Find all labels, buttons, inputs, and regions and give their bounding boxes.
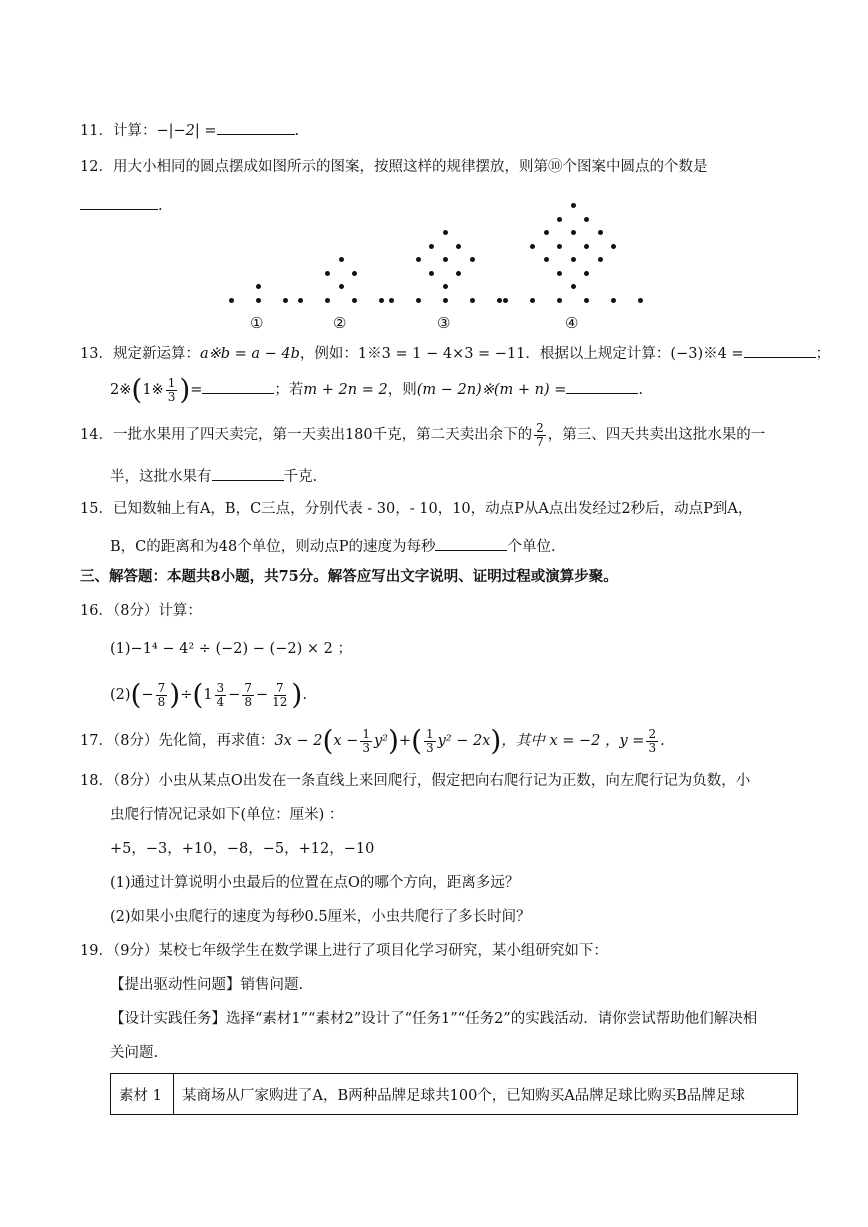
q17-paren-l2: ( bbox=[411, 724, 422, 757]
pattern-2-dot bbox=[352, 298, 357, 303]
q16-p2-paren-r1: ) bbox=[169, 678, 181, 711]
q17-e6: ，其中 x = −2 ， bbox=[501, 733, 620, 749]
q16-p2-minus3: − bbox=[255, 687, 269, 703]
pattern-4-dot bbox=[584, 271, 589, 276]
pattern-3-dot bbox=[429, 271, 434, 276]
q15-number: 15． bbox=[80, 501, 113, 517]
pattern-4-dot bbox=[611, 298, 616, 303]
pattern-2-dot bbox=[352, 271, 357, 276]
pattern-3-dot bbox=[443, 230, 448, 235]
q14-number: 14． bbox=[80, 427, 113, 443]
question-17 bbox=[80, 722, 665, 760]
q13-paren-left: ( bbox=[131, 373, 143, 406]
q13-expr2-c: = bbox=[190, 382, 203, 398]
question-14-line-1 bbox=[80, 418, 765, 452]
q11-end: . bbox=[294, 123, 300, 139]
pattern-4-dot bbox=[638, 298, 643, 303]
question-14-line-2 bbox=[110, 466, 317, 485]
q13-number: 13． bbox=[80, 346, 113, 362]
q18-part-1 bbox=[110, 876, 519, 891]
q13-expr3: (m − 2n)※(m + n) = bbox=[416, 382, 567, 398]
q16-frac1-num: 7 bbox=[157, 680, 166, 695]
pattern-2-dot bbox=[339, 257, 344, 262]
pattern-4-dot bbox=[584, 298, 589, 303]
q13-frac-den: 3 bbox=[167, 389, 176, 404]
pattern-3-dot bbox=[456, 271, 461, 276]
q14-fraction bbox=[534, 422, 546, 448]
q16-p2-div: ÷ bbox=[180, 687, 193, 703]
q13-expr2-b: 1※ bbox=[142, 382, 164, 398]
pattern-1-dot bbox=[229, 298, 234, 303]
q16-frac2-num: 3 bbox=[216, 680, 225, 695]
q13-blank-3 bbox=[566, 379, 638, 394]
pattern-4-dot bbox=[584, 217, 589, 222]
q17-e2: x − bbox=[333, 733, 359, 749]
q17-e5: y² − 2x bbox=[437, 733, 491, 749]
q16-frac4-num: 7 bbox=[275, 680, 284, 695]
material-table-row bbox=[111, 1074, 798, 1115]
q18-data bbox=[110, 842, 374, 857]
question-18-line-1 bbox=[80, 774, 750, 789]
pattern-3-dot bbox=[456, 244, 461, 249]
q11-text: 计算： bbox=[112, 123, 157, 139]
pattern-4-dot bbox=[544, 257, 549, 262]
q19-line-2 bbox=[110, 978, 303, 993]
pattern-4-dot bbox=[571, 284, 576, 289]
q16-p2-paren-l2: ( bbox=[192, 678, 204, 711]
q16-p2-label: (2) bbox=[110, 687, 131, 703]
q17-frac1 bbox=[360, 728, 372, 754]
q13-semicolon: ； bbox=[815, 346, 831, 362]
q13-expr1: (−3)※4 = bbox=[670, 346, 744, 362]
pattern-3-dot bbox=[443, 284, 448, 289]
q16-number: 16． bbox=[80, 603, 113, 619]
q13-text4: ；若 bbox=[274, 382, 304, 398]
q16-p2-paren-r2: ) bbox=[291, 678, 303, 711]
q16-p1: (1)−1⁴ − 4² ÷ (−2) − (−2) × 2 ； bbox=[110, 641, 352, 657]
pattern-4-dot bbox=[584, 244, 589, 249]
q13-blank-2 bbox=[202, 379, 274, 394]
q15-line1: 已知数轴上有A，B，C三点，分别代表 - 30，- 10，10，动点P从A点出发经过2秒后，动点P到A， bbox=[112, 501, 753, 517]
q16-part-2 bbox=[110, 676, 307, 714]
q12-text: 用大小相同的圆点摆成如图所示的图案，按照这样的规律摆放，则第⑩个图案中圆点的个数是 bbox=[112, 159, 708, 175]
q17-frac2-num: 1 bbox=[426, 726, 434, 741]
q17-paren-l1: ( bbox=[322, 724, 334, 757]
q16-p2-minus: − bbox=[141, 687, 154, 703]
section-3-heading bbox=[80, 570, 618, 585]
question-15-line-2 bbox=[110, 536, 556, 555]
q12-end: . bbox=[158, 198, 163, 214]
q16-text: （8分）计算： bbox=[112, 603, 202, 619]
q16-p2-frac4 bbox=[270, 682, 289, 708]
q19-line-4 bbox=[110, 1046, 158, 1061]
pattern-2-dot bbox=[298, 298, 303, 303]
q16-frac4-den: 12 bbox=[272, 694, 288, 709]
q16-frac3-den: 8 bbox=[244, 694, 252, 709]
pattern-3-dot bbox=[470, 257, 475, 262]
dot-pattern-figure bbox=[0, 0, 868, 340]
q13-expr2-a: 2※ bbox=[110, 382, 132, 398]
pattern-4-dot bbox=[530, 298, 535, 303]
q16-frac1-den: 8 bbox=[157, 694, 166, 709]
q16-p2-frac2 bbox=[215, 682, 227, 708]
section-3-text: 三、解答题：本题共8小题，共75分。解答应写出文字说明、证明过程或演算步聚。 bbox=[80, 568, 618, 585]
pattern-2-dot bbox=[325, 271, 330, 276]
q17-text: （8分）先化简，再求值： bbox=[112, 733, 275, 749]
q14-text3: 半，这批水果有 bbox=[110, 469, 212, 485]
material-table bbox=[110, 1073, 798, 1115]
q16-p2-end: . bbox=[302, 687, 307, 703]
question-15-line-1 bbox=[80, 502, 752, 517]
q17-end: . bbox=[660, 733, 665, 749]
q17-paren-r1: ) bbox=[387, 724, 399, 757]
pattern-4-dot bbox=[571, 203, 576, 208]
pattern-3-dot bbox=[389, 298, 394, 303]
figure-label-4: ④ bbox=[565, 314, 579, 332]
q13-blank-1 bbox=[744, 343, 816, 358]
q17-frac2 bbox=[424, 728, 436, 754]
q11-number: 11． bbox=[80, 123, 113, 139]
q19-line-3 bbox=[110, 1012, 757, 1027]
q13-text1: 规定新运算： bbox=[112, 346, 200, 362]
q14-frac-num: 2 bbox=[536, 420, 544, 435]
pattern-4-dot bbox=[611, 244, 616, 249]
pattern-3-dot bbox=[416, 257, 421, 262]
pattern-3-dot bbox=[470, 298, 475, 303]
q14-text1: 一批水果用了四天卖完，第一天卖出180千克，第二天卖出余下的 bbox=[112, 427, 533, 443]
q19-line2: 【提出驱动性问题】销售问题. bbox=[110, 977, 304, 993]
q11-expression: −|−2| = bbox=[156, 123, 217, 139]
question-13-line-2 bbox=[110, 372, 643, 408]
figure-label-2: ② bbox=[333, 314, 347, 332]
pattern-4-dot bbox=[557, 271, 562, 276]
pattern-4-dot bbox=[571, 257, 576, 262]
q13-end: . bbox=[638, 382, 643, 398]
q16-part-1 bbox=[110, 642, 352, 657]
pattern-3-dot bbox=[429, 244, 434, 249]
q18-line2: 虫爬行情况记录如下(单位：厘米) ： bbox=[110, 807, 344, 823]
q13-text5: ，则 bbox=[387, 382, 417, 398]
q15-line2b: 个单位. bbox=[507, 539, 556, 555]
pattern-4-dot bbox=[503, 298, 508, 303]
q17-e7: y = bbox=[619, 733, 645, 749]
q17-frac2-den: 3 bbox=[426, 740, 434, 755]
q19-line1: （9分）某校七年级学生在数学课上进行了项目化学习研究，某小组研究如下： bbox=[112, 943, 608, 959]
q17-frac1-den: 3 bbox=[362, 740, 370, 755]
q16-frac2-den: 4 bbox=[216, 694, 225, 709]
q17-frac3-num: 2 bbox=[648, 726, 657, 741]
q13-condition: m + 2n = 2 bbox=[303, 382, 388, 398]
q13-example: 1※3 = 1 − 4×3 = −11 bbox=[357, 346, 526, 362]
q15-blank bbox=[435, 536, 507, 551]
q16-frac3-num: 7 bbox=[244, 680, 252, 695]
pattern-4-dot bbox=[557, 244, 562, 249]
q18-p1: (1)通过计算说明小虫最后的位置在点O的哪个方向，距离多远？ bbox=[110, 875, 520, 891]
q16-p2-minus2: − bbox=[228, 687, 241, 703]
q12-number: 12． bbox=[80, 159, 113, 175]
pattern-1-dot bbox=[256, 298, 261, 303]
material-text-cell: 某商场从厂家购进了A，B两种品牌足球共100个，已知购买A品牌足球比购买B品牌足球 bbox=[174, 1074, 798, 1115]
q13-op-def: a※b = a − 4b bbox=[199, 346, 300, 362]
figure-label-1: ① bbox=[250, 314, 264, 332]
q17-frac3-den: 3 bbox=[648, 740, 657, 755]
question-13-line-1 bbox=[80, 343, 830, 362]
pattern-2-dot bbox=[379, 298, 384, 303]
pattern-1-dot bbox=[283, 298, 288, 303]
pattern-3-dot bbox=[443, 298, 448, 303]
q18-line1: （8分）小虫从某点O出发在一条直线上来回爬行，假定把向右爬行记为正数，向左爬行记为负数，小 bbox=[112, 773, 751, 789]
q16-p2-paren-l1: ( bbox=[130, 678, 142, 711]
pattern-4-dot bbox=[571, 230, 576, 235]
question-16 bbox=[80, 604, 202, 619]
q17-e1: 3x − 2 bbox=[274, 733, 323, 749]
q17-paren-r2: ) bbox=[490, 724, 502, 757]
q13-text2: ，例如： bbox=[299, 346, 358, 362]
q18-number: 18． bbox=[80, 773, 113, 789]
q14-blank bbox=[212, 466, 284, 481]
figure-label-3: ③ bbox=[437, 314, 451, 332]
pattern-4-dot bbox=[557, 298, 562, 303]
pattern-4-dot bbox=[598, 230, 603, 235]
q17-e4: + bbox=[398, 733, 412, 749]
q18-part-2 bbox=[110, 910, 531, 925]
q19-line4: 关问题. bbox=[110, 1045, 159, 1061]
q13-text3: ．根据以上规定计算： bbox=[525, 346, 671, 362]
pattern-4-dot bbox=[598, 257, 603, 262]
q17-frac3 bbox=[646, 728, 658, 754]
q13-fraction bbox=[166, 377, 178, 403]
q15-line2a: B，C的距离和为48个单位，则动点P的速度为每秒 bbox=[110, 539, 436, 555]
material-label-cell: 素材 1 bbox=[111, 1074, 174, 1115]
pattern-4-dot bbox=[530, 244, 535, 249]
q17-e3: y² bbox=[373, 733, 388, 749]
q18-p2: (2)如果小虫爬行的速度为每秒0.5厘米，小虫共爬行了多长时间？ bbox=[110, 909, 531, 925]
pattern-2-dot bbox=[325, 298, 330, 303]
q17-number: 17． bbox=[80, 733, 113, 749]
pattern-3-dot bbox=[443, 257, 448, 262]
q17-frac1-num: 1 bbox=[362, 726, 370, 741]
pattern-4-dot bbox=[544, 230, 549, 235]
pattern-4-dot bbox=[557, 217, 562, 222]
q18-data-text: +5，−3，+10，−8，−5，+12，−10 bbox=[110, 841, 375, 857]
pattern-3-dot bbox=[497, 298, 502, 303]
pattern-2-dot bbox=[339, 284, 344, 289]
q19-number: 19． bbox=[80, 943, 113, 959]
pattern-1-dot bbox=[256, 284, 261, 289]
q16-p2-whole: 1 bbox=[203, 687, 213, 703]
pattern-3-dot bbox=[416, 298, 421, 303]
q16-p2-frac1 bbox=[156, 682, 168, 708]
q13-paren-right: ) bbox=[179, 373, 191, 406]
q14-frac-den: 7 bbox=[536, 434, 544, 449]
q14-text2: ，第三、四天共卖出这批水果的一 bbox=[547, 427, 766, 443]
q19-line3: 【设计实践任务】选择“素材1”“素材2”设计了“任务1”“任务2”的实践活动．请你尝试帮助他们解决相 bbox=[110, 1011, 758, 1027]
question-19-line-1 bbox=[80, 944, 608, 959]
q13-frac-num: 1 bbox=[167, 375, 176, 390]
question-18-line-2 bbox=[110, 808, 343, 823]
q16-p2-frac3 bbox=[242, 682, 254, 708]
q14-text4: 千克. bbox=[283, 469, 318, 485]
